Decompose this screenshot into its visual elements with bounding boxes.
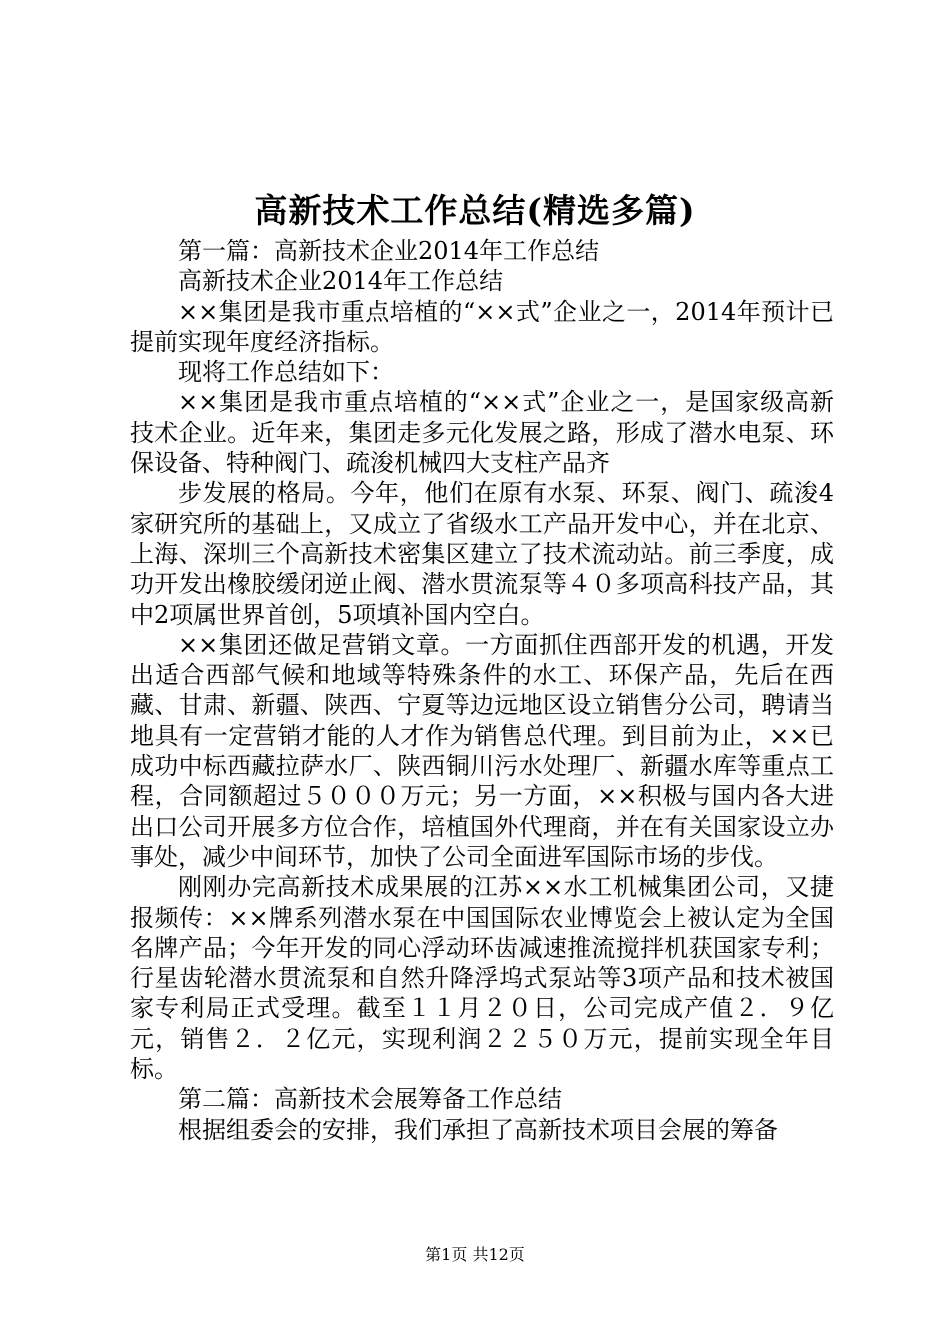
paragraph: 刚刚办完高新技术成果展的江苏××水工机械集团公司，又捷报频传：××牌系列潜水泵在中国国际农业博览会上被认定为全国名牌产品；今年开发的同心浮动环齿减速推流搅拌机获国家专利；行星齿轮潜水贯流泵和自然升降浮坞式泵站等3项产品和技术被国家专利局正式受理。截至１１月２０日，公司完成产值２．９亿元，销售２．２亿元，实现利润２２５０万元，提前实现全年目标。 xyxy=(130,873,834,1084)
paragraph: ××集团是我市重点培植的“××式”企业之一，是国家级高新技术企业。近年来，集团走多元化发展之路，形成了潜水电泵、环保设备、特种阀门、疏浚机械四大支柱产品齐 xyxy=(130,388,834,478)
paragraph: 根据组委会的安排，我们承担了高新技术项目会展的筹备 xyxy=(178,1115,778,1144)
paragraph: ××集团还做足营销文章。一方面抓住西部开发的机遇，开发出适合西部气候和地域等特殊条件的水工、环保产品，先后在西藏、甘肃、新疆、陕西、宁夏等边远地区设立销售分公司，聘请当地具有一定营销才能的人才作为销售总代理。到目前为止，××已成功中标西藏拉萨水厂、陕西铜川污水处理厂、新疆水库等重点工程，合同额超过５０００万元；另一方面，××积极与国内各大进出口公司开展多方位合作，培植国外代理商，并在有关国家设立办事处，减少中间环节，加快了公司全面进军国际市场的步伐。 xyxy=(130,630,834,871)
document-title: 高新技术工作总结(精选多篇) xyxy=(254,191,696,230)
subheading: 高新技术企业2014年工作总结 xyxy=(178,267,504,296)
document-body xyxy=(130,236,834,1145)
paragraph: 步发展的格局。今年，他们在原有水泵、环泵、阀门、疏浚4家研究所的基础上，又成立了省级水工产品开发中心，并在北京、上海、深圳三个高新技术密集区建立了技术流动站。前三季度，成功开发出橡胶缓闭逆止阀、潜水贯流泵等４０多项高科技产品，其中2项属世界首创，5项填补国内空白。 xyxy=(130,479,834,629)
section-heading-2: 第二篇：高新技术会展筹备工作总结 xyxy=(178,1085,562,1114)
page-footer: 第1页 共12页 xyxy=(425,1245,525,1264)
paragraph: ××集团是我市重点培植的“××式”企业之一，2014年预计已提前实现年度经济指标。 xyxy=(130,297,834,356)
section-heading-1: 第一篇：高新技术企业2014年工作总结 xyxy=(178,237,600,265)
paragraph: 现将工作总结如下： xyxy=(178,358,394,387)
